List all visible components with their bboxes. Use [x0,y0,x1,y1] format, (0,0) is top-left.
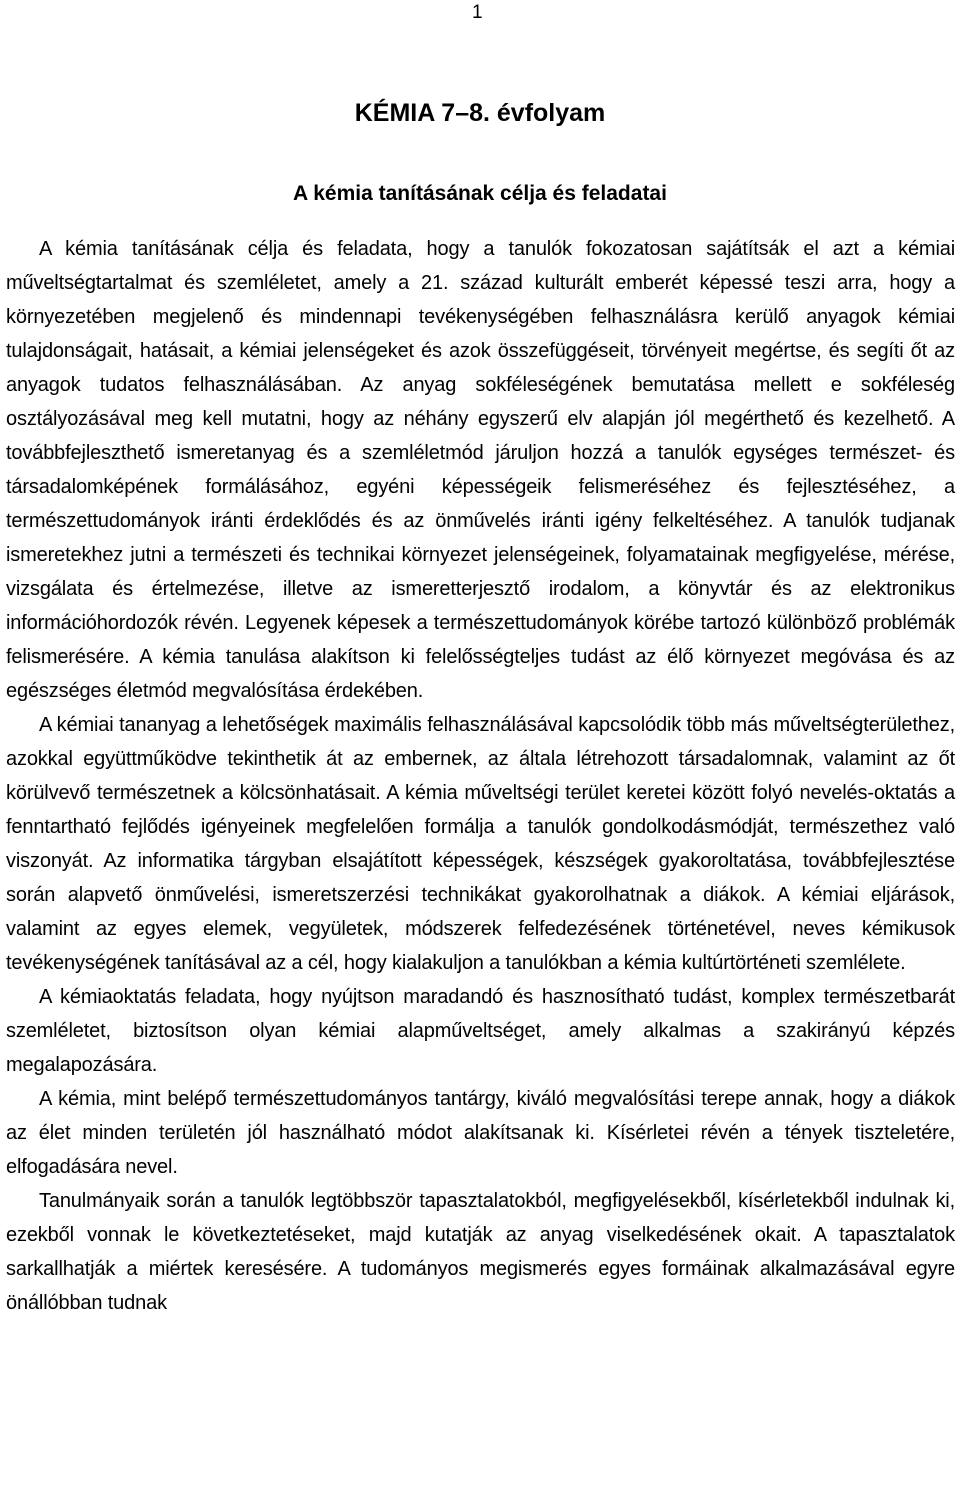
paragraph-2: A kémiai tananyag a lehetőségek maximális felhasználásával kapcsolódik több más műveltségterülethez, azokkal együttműködve tekinthetik át az embernek, az általa létrehozott társadalomnak, valamint az őt körülvevő természetnek a kölcsönhatásait. A kémia műveltségi terület keretei között folyó nevelés-oktatás a fenntartható fejlődés igényeinek megfelelően formálja a tanulók gondolkodásmódját, természethez való viszonyát. Az informatika tárgyban elsajátított képességek, készségek gyakoroltatása, továbbfejlesztése során alapvető önművelési, ismeretszerzési technikákat gyakorolhatnak a diákok. A kémiai eljárások, valamint az egyes elemek, vegyületek, módszerek felfedezésének történetével, neves kémikusok tevékenységének tanításával az a cél, hogy kialakuljon a tanulókban a kémia kultúrtörténeti szemlélete. [6,714,955,974]
paragraph-5: Tanulmányaik során a tanulók legtöbbször tapasztalatokból, megfigyelésekből, kísérletekből indulnak ki, ezekből vonnak le következtetéseket, majd kutatják az anyag viselkedésének okait. A tapasztalatok sarkallhatják a miértek keresésére. A tudományos megismerés egyes formáinak alkalmazásával egyre önállóbban tudnak [6,1190,955,1314]
page-number: 1 [472,2,483,23]
paragraph-4: A kémia, mint belépő természettudományos tantárgy, kiváló megvalósítási terepe annak, hogy a diákok az élet minden területén jól használható módot alakítsanak ki. Kísérletei révén a tények tiszteletére, elfogadására nevel. [6,1088,955,1178]
paragraph-1: A kémia tanításának célja és feladata, hogy a tanulók fokozatosan sajátítsák el azt a kémiai műveltségtartalmat és szemléletet, amely a 21. század kulturált emberét képessé teszi arra, hogy a környezetében megjelenő és mindennapi tevékenységében felhasználásra kerülő anyagok kémiai tulajdonságait, hatásait, a kémiai jelenségeket és azok összefüggéseit, törvényeit megértse, és segíti őt az anyagok tudatos felhasználásában. Az anyag sokféleségének bemutatása mellett e sokféleség osztályozásával meg kell mutatni, hogy az néhány egyszerű elv alapján jól megérthető és kezelhető. A továbbfejleszthető ismeretanyag és a szemléletmód járuljon hozzá a tanulók egységes természet- és társadalomképének formálásához, egyéni képességeik felismeréséhez és fejlesztéséhez, a természettudományok iránti érdeklődés és az önművelés iránti igény felkeltéséhez. A tanulók tudjanak ismeretekhez jutni a természeti és technikai környezet jelenségeinek, folyamatainak megfigyelése, mérése, vizsgálata és értelmezése, illetve az ismeretterjesztő irodalom, a könyvtár és az elektronikus információhordozók révén. Legyenek képesek a természettudományok körébe tartozó különböző problémák felismerésére. A kémia tanulása alakítson ki felelősségteljes tudást az élő környezet megóvása és az egészséges életmód megvalósítása érdekében. [6,238,955,702]
body-text [6,232,955,1320]
paragraph-3: A kémiaoktatás feladata, hogy nyújtson maradandó és hasznosítható tudást, komplex természetbarát szemléletet, biztosítson olyan kémiai alapműveltséget, amely alkalmas a szakirányú képzés megalapozására. [6,986,955,1076]
document-title: KÉMIA 7–8. évfolyam [354,99,606,127]
section-heading: A kémia tanításának célja és feladatai [293,182,667,205]
